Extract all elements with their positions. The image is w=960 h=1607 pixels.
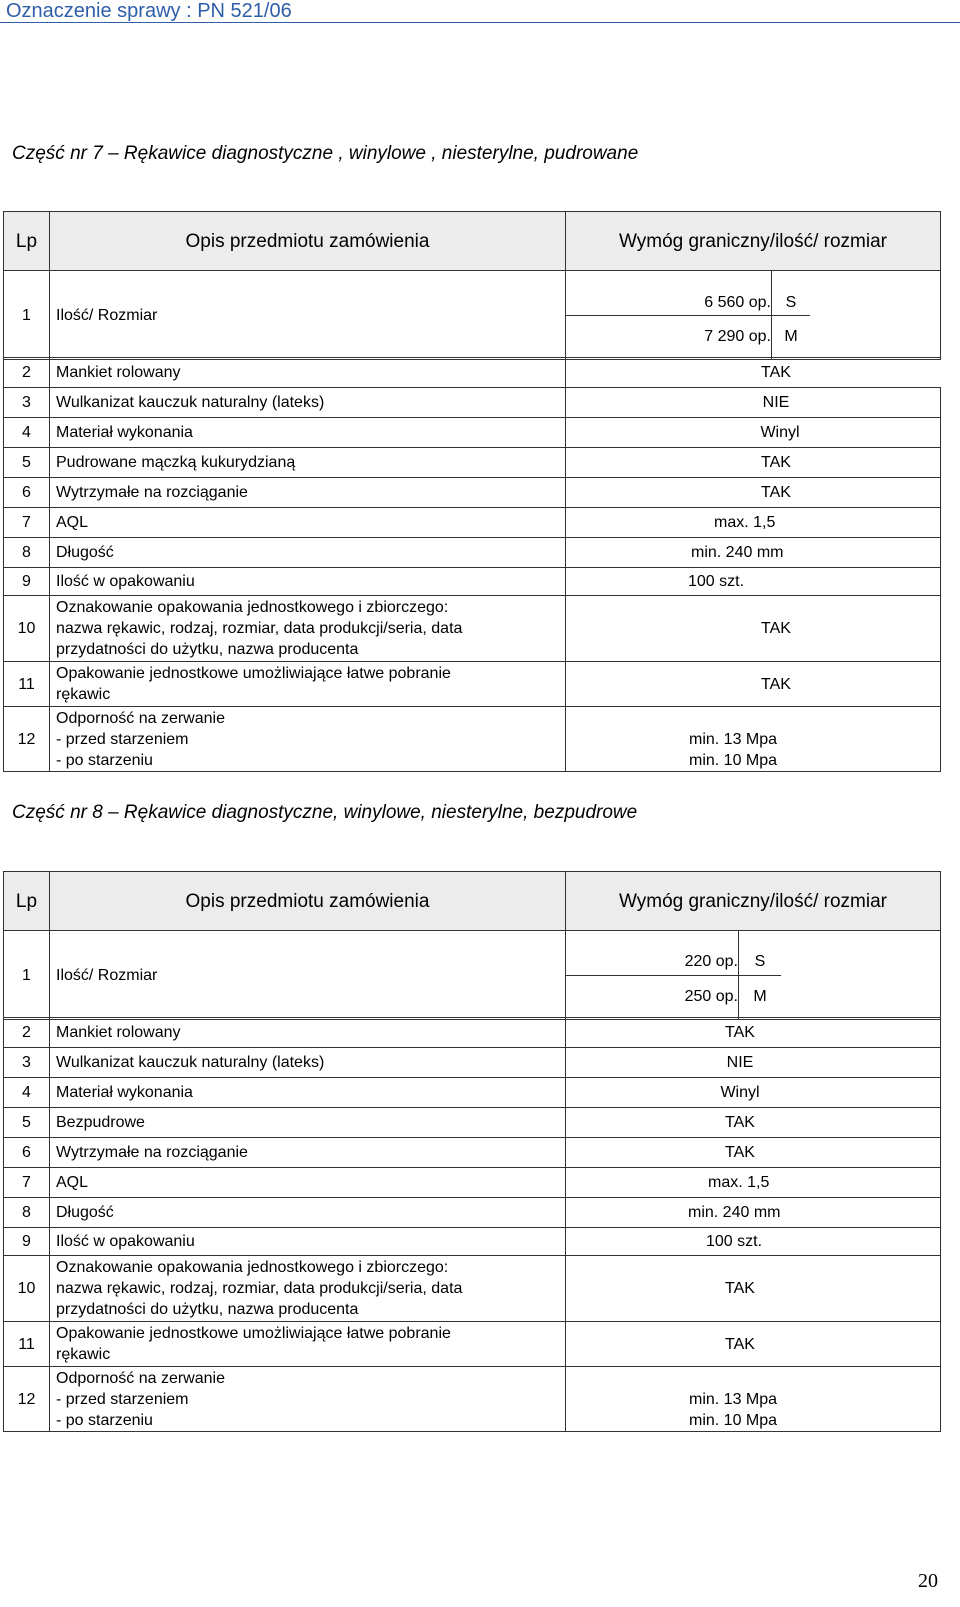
- row-req: [566, 1228, 941, 1256]
- row-lp: 9: [4, 1228, 50, 1256]
- row-desc: [50, 707, 566, 772]
- row-req: [566, 596, 941, 662]
- part-7-title: Część nr 7 – Rękawice diagnostyczne , winylowe , niesterylne, pudrowane: [12, 143, 639, 164]
- table-row: [4, 1138, 941, 1168]
- row-lp: 3: [4, 1048, 50, 1078]
- table-row: [4, 1168, 941, 1198]
- row-req-value: TAK: [761, 484, 791, 501]
- desc-line: Odporność na zerwanie: [56, 1369, 225, 1387]
- document-header: [0, 0, 960, 23]
- size-s: S: [771, 271, 810, 316]
- col-req-header: Wymóg graniczny/ilość/ rozmiar: [566, 872, 941, 931]
- row-lp: 8: [4, 538, 50, 568]
- row-lp: 5: [4, 1108, 50, 1138]
- row-req: [566, 448, 941, 478]
- row-desc: Mankiet rolowany: [50, 358, 566, 388]
- table-row: [4, 358, 941, 388]
- row-req-value: 100 szt.: [706, 1233, 763, 1250]
- desc-line: - przed starzeniem: [56, 1390, 189, 1408]
- req-line: min. 13 Mpa: [689, 731, 778, 748]
- row-lp: 8: [4, 1198, 50, 1228]
- req-line: min. 10 Mpa: [689, 752, 778, 769]
- row-req-value: Winyl: [720, 1084, 760, 1101]
- col-desc-header: Opis przedmiotu zamówienia: [50, 212, 566, 271]
- table-row: [4, 707, 941, 772]
- quantity-m: 7 290 op.: [704, 328, 771, 345]
- row-lp: 10: [4, 1256, 50, 1322]
- row-req: [566, 1078, 941, 1108]
- row-lp: 2: [4, 1018, 50, 1048]
- row-req: [566, 568, 941, 596]
- part-8-table-rows: [3, 1017, 941, 1432]
- table-row: [4, 508, 941, 538]
- desc-line: przydatności do użytku, nazwa producenta: [56, 641, 359, 658]
- col-lp-header: Lp: [4, 872, 50, 931]
- row-desc: Wytrzymałe na rozciąganie: [50, 478, 566, 508]
- quantity-cell: [566, 271, 941, 360]
- desc-line: Oznakowanie opakowania jednostkowego i zbiorczego:: [56, 1259, 449, 1276]
- desc-line: nazwa rękawic, rodzaj, rozmiar, data produkcji/seria, data: [56, 1280, 463, 1297]
- table-row: [4, 1256, 941, 1322]
- row-req: [566, 388, 941, 418]
- table-row: [4, 1228, 941, 1256]
- table-row: [4, 1322, 941, 1367]
- desc-line: Odporność na zerwanie: [56, 709, 225, 727]
- row-req: [566, 1198, 941, 1228]
- table-row: [4, 418, 941, 448]
- row-lp: 4: [4, 418, 50, 448]
- row-req-value: NIE: [762, 394, 790, 411]
- row-req: [566, 1322, 941, 1367]
- table-row: [4, 568, 941, 596]
- row-req-value: max. 1,5: [708, 1174, 770, 1191]
- row-desc: Ilość/ Rozmiar: [50, 931, 566, 1020]
- row-req-value: TAK: [761, 454, 791, 471]
- page-number: 20: [918, 1570, 938, 1592]
- table-row: [4, 538, 941, 568]
- part-8-table: [3, 871, 941, 1020]
- row-req-value: 100 szt.: [688, 573, 745, 590]
- req-line: min. 13 Mpa: [689, 1391, 778, 1408]
- table-header-row: [4, 872, 941, 931]
- row-req-value: NIE: [726, 1054, 754, 1071]
- row-desc: Wytrzymałe na rozciąganie: [50, 1138, 566, 1168]
- row-lp: 9: [4, 568, 50, 596]
- row-desc: Mankiet rolowany: [50, 1018, 566, 1048]
- row-req: [566, 707, 941, 772]
- row-lp: 11: [4, 1322, 50, 1367]
- row-desc: [50, 1367, 566, 1432]
- row-lp: 7: [4, 508, 50, 538]
- desc-line: rękawic: [56, 686, 111, 703]
- part-7-table: [3, 211, 941, 360]
- row-desc: Materiał wykonania: [50, 1078, 566, 1108]
- col-desc-header: Opis przedmiotu zamówienia: [50, 872, 566, 931]
- row-desc: [50, 1322, 566, 1367]
- row-desc: Ilość w opakowaniu: [50, 568, 566, 596]
- table-header-row: [4, 212, 941, 271]
- row-req-value: TAK: [761, 364, 791, 381]
- desc-line: Opakowanie jednostkowe umożliwiające łatwe pobranie: [56, 1325, 451, 1342]
- row-lp: 12: [4, 1367, 50, 1432]
- row-lp: 11: [4, 662, 50, 707]
- table-row: [4, 662, 941, 707]
- row-req: [566, 1018, 941, 1048]
- row-lp: 7: [4, 1168, 50, 1198]
- quantity-cell: [566, 931, 941, 1020]
- row-req: [566, 1108, 941, 1138]
- table-row: [4, 478, 941, 508]
- row-desc: [50, 596, 566, 662]
- row-desc: Pudrowane mączką kukurydzianą: [50, 448, 566, 478]
- row-req: [566, 1138, 941, 1168]
- desc-line: - po starzeniu: [56, 751, 153, 769]
- quantity-s: 6 560 op.: [566, 271, 771, 316]
- desc-line: przydatności do użytku, nazwa producenta: [56, 1301, 359, 1318]
- col-lp-header: Lp: [4, 212, 50, 271]
- row-desc: AQL: [50, 1168, 566, 1198]
- row-lp: 10: [4, 596, 50, 662]
- size-s: S: [738, 931, 781, 976]
- part-7-table-rows: [3, 357, 941, 772]
- row-lp: 4: [4, 1078, 50, 1108]
- row-lp: 1: [4, 931, 50, 1020]
- row-desc: Materiał wykonania: [50, 418, 566, 448]
- row-req-value: Winyl: [760, 424, 800, 441]
- row-desc: Ilość/ Rozmiar: [50, 271, 566, 360]
- part-8-title: Część nr 8 – Rękawice diagnostyczne, winylowe, niesterylne, bezpudrowe: [12, 802, 638, 823]
- row-desc: [50, 1256, 566, 1322]
- row-req-value: TAK: [725, 1114, 755, 1131]
- row-req-value: TAK: [761, 675, 791, 693]
- row-desc: [50, 662, 566, 707]
- desc-line: nazwa rękawic, rodzaj, rozmiar, data produkcji/seria, data: [56, 620, 463, 637]
- row-req-value: min. 240 mm: [688, 1204, 781, 1221]
- row-req: [566, 1168, 941, 1198]
- size-m: M: [738, 975, 781, 1019]
- desc-line: - przed starzeniem: [56, 730, 189, 748]
- desc-line: - po starzeniu: [56, 1411, 153, 1429]
- row-req-value: TAK: [761, 620, 791, 637]
- desc-line: rękawic: [56, 1346, 111, 1363]
- row-req-value: TAK: [725, 1280, 755, 1297]
- row-desc: Wulkanizat kauczuk naturalny (lateks): [50, 1048, 566, 1078]
- row-desc: Wulkanizat kauczuk naturalny (lateks): [50, 388, 566, 418]
- row-lp: 6: [4, 1138, 50, 1168]
- table-row: [4, 596, 941, 662]
- row-lp: 6: [4, 478, 50, 508]
- size-m: M: [771, 315, 810, 359]
- row-req: [566, 662, 941, 707]
- table-row: [4, 931, 941, 1020]
- desc-line: Opakowanie jednostkowe umożliwiające łatwe pobranie: [56, 665, 451, 682]
- row-req: [566, 1048, 941, 1078]
- row-lp: 1: [4, 271, 50, 360]
- table-row: [4, 1198, 941, 1228]
- desc-line: Oznakowanie opakowania jednostkowego i zbiorczego:: [56, 599, 449, 616]
- row-desc: Długość: [50, 1198, 566, 1228]
- quantity-m: 250 op.: [684, 988, 738, 1005]
- table-row: [4, 448, 941, 478]
- row-req-value: min. 240 mm: [691, 544, 784, 561]
- row-desc: Ilość w opakowaniu: [50, 1228, 566, 1256]
- row-desc: AQL: [50, 508, 566, 538]
- row-req: [566, 538, 941, 568]
- case-label: Oznaczenie sprawy : PN 521/06: [6, 0, 292, 22]
- row-req: [566, 358, 941, 388]
- row-lp: 2: [4, 358, 50, 388]
- table-row: [4, 1048, 941, 1078]
- row-req-value: TAK: [725, 1024, 755, 1041]
- table-row: [4, 1078, 941, 1108]
- table-row: [4, 1018, 941, 1048]
- row-lp: 12: [4, 707, 50, 772]
- row-lp: 3: [4, 388, 50, 418]
- row-req: [566, 1256, 941, 1322]
- quantity-s: 220 op.: [566, 931, 738, 976]
- table-row: [4, 271, 941, 360]
- table-row: [4, 1108, 941, 1138]
- req-line: min. 10 Mpa: [689, 1412, 778, 1429]
- table-row: [4, 388, 941, 418]
- row-desc: Bezpudrowe: [50, 1108, 566, 1138]
- row-req-value: TAK: [725, 1335, 755, 1353]
- table-row: [4, 1367, 941, 1432]
- row-lp: 5: [4, 448, 50, 478]
- row-req: [566, 418, 941, 448]
- row-req-value: TAK: [725, 1144, 755, 1161]
- row-req: [566, 478, 941, 508]
- row-req-value: max. 1,5: [714, 514, 776, 531]
- col-req-header: Wymóg graniczny/ilość/ rozmiar: [566, 212, 941, 271]
- row-req: [566, 508, 941, 538]
- row-req: [566, 1367, 941, 1432]
- row-desc: Długość: [50, 538, 566, 568]
